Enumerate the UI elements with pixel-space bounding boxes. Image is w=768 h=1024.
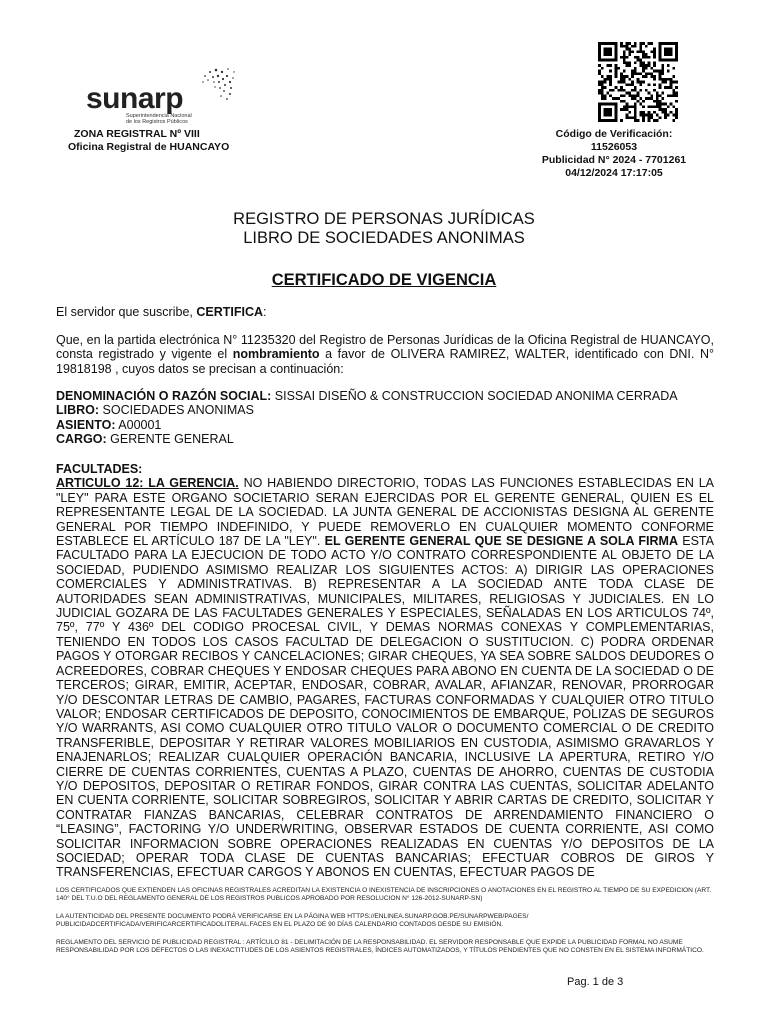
codigo-verificacion: 11526053 xyxy=(590,141,638,153)
field-cargo: CARGO: GERENTE GENERAL xyxy=(56,432,234,447)
page-number: Pag. 1 de 3 xyxy=(567,976,624,988)
footer-legal-2: LA AUTENTICIDAD DEL PRESENTE DOCUMENTO PODRÁ VERIFICARSE EN LA PÁGINA WEB HTTPS://ENLINEA.SUNARP.GOB.PE/SUNARPWEB/PAGES/ PUBLICIDADCERTIFICADA/VERIFICARCERTIFICADOLITERAL.FACES EN EL PLAZO DE 90 DÍAS CALENDARIO CONTADOS DESDE SU EMISIÓN. xyxy=(56,913,529,929)
footer-legal-3: REGLAMENTO DEL SERVICIO DE PUBLICIDAD REGISTRAL : ARTÍCULO 81 - DELIMITACIÓN DE LA RESPONSABILIDAD. EL SERVIDOR RESPONSABLE QUE EXPIDE LA PUBLICIDAD FORMAL NO ASUME RESPONSABILIDAD POR LOS DEFECTOS O LAS INEXACTITUDES DE LOS ASIENTOS REGISTRALES, ÍNDICES AUTOMATIZADOS, Y TÍTULOS PENDIENTES QUE NO CONSTEN EN EL SISTEMA INFORMÁTICO. xyxy=(56,939,704,955)
logo-text: sunarp xyxy=(86,82,184,115)
registry-titles xyxy=(0,210,768,248)
publicidad-number: Publicidad N° 2024 - 7701261 xyxy=(541,154,687,166)
facultades-label: FACULTADES: xyxy=(56,462,143,476)
registry-title: REGISTRO DE PERSONAS JURÍDICAS xyxy=(233,210,535,228)
facultades-text: ARTICULO 12: LA GERENCIA. NO HABIENDO DIRECTORIO, TODAS LAS FUNCIONES ESTABLECIDAS EN LA "LEY" PARA ESTE ORGANO SOCIETARIO SERAN EJERCIDAS POR EL GERENTE GENERAL, QUIEN ES EL REPRESENTANTE LEGAL DE LA SOCIEDAD. LA JUNTA GENERAL DE ACCIONISTAS DESIGNA AL GERENTE GENERAL POR TIEMPO INDEFINIDO, Y PUEDE REMOVERLO EN CUALQUIER MOMENTO CONFORME ESTABLECE EL ARTÍCULO 187 DE LA "LEY". EL GERENTE GENERAL QUE SE DESIGNE A SOLA FIRMA ESTA FACULTADO PARA LA EJECUCION DE TODO ACTO Y/O CONTRATO CORRESPONDIENTE AL OBJETO DE LA SOCIEDAD, PUDIENDO ASIMISMO REALIZAR LOS SIGUIENTES ACTOS: A) DIRIGIR LAS OPERACIONES COMERCIALES Y ADMINISTRATIVAS. B) REPRESENTAR A LA SOCIEDAD ANTE TODA CLASE DE AUTORIDADES SEAN ADMINISTRATIVAS, MUNICIPALES, MILITARES, RELIGIOSAS Y JUDICIALES. EN LO JUDICIAL GOZARA DE LAS FACULTADES GENERALES Y ESPECIALES, SEÑALADAS EN LOS ARTICULOS 74º, 75º, 77º Y 436º DEL CODIGO PROCESAL CIVIL, Y DEMAS NORMAS CONEXAS Y COMPLEMENTARIAS, TENIENDO EN TODOS LOS CASOS FACULTAD DE DELEGACION O SUSTITUCION. C) PODRA ORDENAR PAGOS Y OTORGAR RECIBOS Y CANCELACIONES; GIRAR CHEQUES, YA SEA SOBRE SALDOS DEUDORES O ACREEDORES, COBRAR CHEQUES Y ENDOSAR CHEQUES PARA ABONO EN CUENTA DE LA SOCIEDAD O DE TERCEROS; GIRAR, EMITIR, ACEPTAR, ENDOSAR, COBRAR, AVALAR, AFIANZAR, RENOVAR, PRORROGAR Y/O DESCONTAR LETRAS DE CAMBIO, PAGARES, FACTURAS CONFORMADAS Y CUALQUIER OTRO TITULO VALOR; ENDOSAR CERTIFICADOS DE DEPOSITO, CONOCIMIENTOS DE EMBARQUE, POLIZAS DE SEGUROS Y/O WARRANTS, ASI COMO CUALQUIER OTRO TITULO VALOR O DOCUMENTO COMERCIAL O DE CREDITO TRANSFERIBLE, DEPOSITAR Y RETIRAR VALORES MOBILIARIOS EN CUSTODIA, ASIMISMO GRAVARLOS Y ENAJENARLOS; REALIZAR CUALQUIER OPERACIÓN BANCARIA, INCLUSIVE LA APERTURA, RETIRO Y/O CIERRE DE CUENTAS CORRIENTES, CUENTAS A PLAZO, CUENTAS DE AHORRO, CUENTAS DE CUSTODIA Y/O DEPOSITOS, DEPOSITAR O RETIRAR FONDOS, GIRAR CONTRA LAS CUENTAS, SOLICITAR ADELANTO EN CUENTA CORRIENTE, SOLICITAR SOBREGIROS, SOLICITAR Y ABRIR CARTAS DE CREDITO, SOLICITAR Y CONTRATAR FIANZAS BANCARIAS, CELEBRAR CONTRATOS DE ARRENDAMIENTO FINANCIERO O “LEASING”, FACTORING Y/O UNDERWRITING, OBSERVAR ESTADOS DE CUENTA CORRIENTE, ASI COMO SOLICITAR INFORMACION SOBRE OPERACIONES REALIZADAS EN CUENTAS Y/O DEPOSITOS DE LA SOCIEDAD; OPERAR TODA CLASE DE CUENTAS BANCARIAS; EFECTUAR COBROS DE GIROS Y TRANSFERENCIAS, EFECTUAR CARGOS Y ABONOS EN CUENTAS, EFECTUAR PAGOS DE xyxy=(56,476,714,880)
logo-subtitle: Superintendencia Nacional de los Registros Públicos xyxy=(126,113,192,125)
field-libro: LIBRO: SOCIEDADES ANONIMAS xyxy=(56,403,254,418)
zona-registral: ZONA REGISTRAL Nº VIII xyxy=(74,128,200,140)
zona-registral-block xyxy=(68,128,229,154)
partida-paragraph: Que, en la partida electrónica N° 11235320 del Registro de Personas Jurídicas de la Oficina Registral de HUANCAYO, consta registrado y vigente el nombramiento a favor de OLIVERA RAMIREZ, WALTER, identificado con DNI. N° 19818198 , cuyos datos se precisan a continuación: xyxy=(56,333,714,376)
intro-paragraph: El servidor que suscribe, CERTIFICA: xyxy=(56,305,267,319)
sunarp-logo xyxy=(86,66,236,126)
certificate-title: CERTIFICADO DE VIGENCIA xyxy=(271,271,497,289)
fecha-emision: 04/12/2024 17:17:05 xyxy=(565,167,663,179)
certifica-word: CERTIFICA xyxy=(196,305,264,319)
facultades-section xyxy=(56,462,714,880)
logo-dots-icon xyxy=(194,66,238,110)
codigo-label: Código de Verificación: xyxy=(555,128,673,140)
footer-legal-1: LOS CERTIFICADOS QUE EXTIENDEN LAS OFICINAS REGISTRALES ACREDITAN LA EXISTENCIA O INEXISTENCIA DE INSCRIPCIONES O ANOTACIONES EN EL REGISTRO AL TIEMPO DE SU EXPEDICION (ART. 140° DEL T.U.O DEL REGLAMENTO GENERAL DE LOS REGISTROS PUBLICOS APROBADO POR RESOLUCION N° 126-2012-SUNARP-SN) xyxy=(56,887,712,903)
sola-firma-clause: EL GERENTE GENERAL QUE SE DESIGNE A SOLA FIRMA xyxy=(324,534,678,549)
book-title: LIBRO DE SOCIEDADES ANONIMAS xyxy=(243,229,525,247)
field-denominacion: DENOMINACIÓN O RAZÓN SOCIAL: SISSAI DISEÑO & CONSTRUCCION SOCIEDAD ANONIMA CERRADA xyxy=(56,389,678,403)
company-fields xyxy=(56,389,714,447)
field-asiento: ASIENTO: A00001 xyxy=(56,417,162,432)
nombramiento-word: nombramiento xyxy=(232,347,320,362)
qr-code-icon xyxy=(598,42,678,122)
articulo-heading: ARTICULO 12: LA GERENCIA. xyxy=(56,476,239,491)
oficina-registral: Oficina Registral de HUANCAYO xyxy=(68,141,230,153)
verification-block xyxy=(520,128,708,180)
